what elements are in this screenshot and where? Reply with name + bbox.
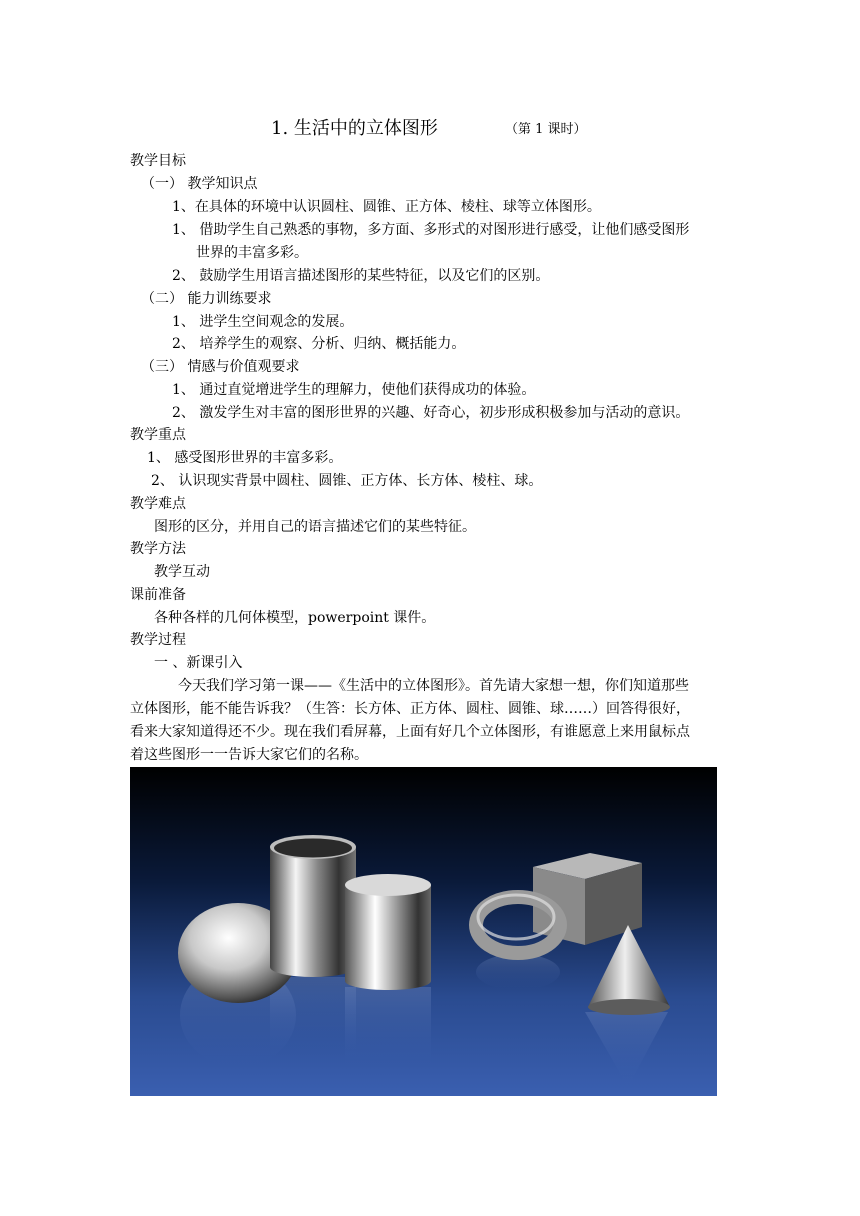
geometric-shapes-image bbox=[130, 767, 717, 1096]
cylinder-reflection bbox=[345, 987, 431, 1067]
subsection-knowledge: （一） 教学知识点 bbox=[141, 176, 258, 192]
section-heading-preparation: 课前准备 bbox=[130, 587, 186, 603]
process-paragraph-line-3: 看来大家知道得还不少。现在我们看屏幕，上面有好几个立体图形，有谁愿意上来用鼠标点 bbox=[130, 724, 690, 740]
preparation-text: 各种各样的几何体模型，powerpoint 课件。 bbox=[154, 610, 436, 626]
knowledge-item-2: 1、 借助学生自己熟悉的事物，多方面、多形式的对图形进行感受，让他们感受图形 bbox=[172, 222, 690, 238]
process-paragraph-line-1: 今天我们学习第一课——《生活中的立体图形》。首先请大家想一想，你们知道那些 bbox=[178, 678, 689, 694]
emotion-item-1: 1、 通过直觉增进学生的理解力，使他们获得成功的体验。 bbox=[172, 382, 536, 398]
section-heading-difficulties: 教学难点 bbox=[130, 496, 186, 512]
process-paragraph-line-2: 立体图形，能不能告诉我？（生答：长方体、正方体、圆柱、圆锥、球……）回答得很好， bbox=[130, 701, 690, 717]
method-text: 教学互动 bbox=[154, 564, 210, 580]
hollow-cylinder-reflection bbox=[270, 977, 356, 1057]
cylinder-body bbox=[345, 885, 431, 981]
subsection-emotion: （三） 情感与价值观要求 bbox=[141, 359, 300, 375]
section-heading-key-points: 教学重点 bbox=[130, 427, 186, 443]
hollow-cylinder-bottom bbox=[270, 957, 356, 977]
section-heading-method: 教学方法 bbox=[130, 541, 186, 557]
page-title: 1. 生活中的立体图形 bbox=[271, 118, 438, 139]
knowledge-item-3: 2、 鼓励学生用语言描述图形的某些特征，以及它们的区别。 bbox=[172, 268, 550, 284]
cone-base bbox=[588, 999, 670, 1015]
difficulties-text: 图形的区分，并用自己的语言描述它们的某些特征。 bbox=[154, 519, 476, 535]
key-point-1: 1、 感受图形世界的丰富多彩。 bbox=[147, 450, 343, 466]
process-paragraph-line-4: 着这些图形一一告诉大家它们的名称。 bbox=[130, 747, 368, 763]
section-heading-objectives: 教学目标 bbox=[130, 153, 186, 169]
emotion-item-2: 2、 激发学生对丰富的图形世界的兴趣、好奇心，初步形成积极参加与活动的意识。 bbox=[172, 405, 690, 421]
process-step-1: 一 、新课引入 bbox=[154, 655, 243, 671]
knowledge-item-1: 1、在具体的环境中认识圆柱、圆锥、正方体、棱柱、球等立体图形。 bbox=[172, 199, 601, 215]
ability-item-2: 2、 培养学生的观察、分析、归纳、概括能力。 bbox=[172, 336, 466, 352]
section-heading-process: 教学过程 bbox=[130, 632, 186, 648]
key-point-2: 2、 认识现实背景中圆柱、圆锥、正方体、长方体、棱柱、球。 bbox=[151, 473, 543, 489]
cylinder-bottom bbox=[345, 972, 431, 990]
knowledge-item-2-cont: 世界的丰富多彩。 bbox=[196, 245, 308, 261]
hollow-cylinder-opening bbox=[274, 839, 352, 858]
page-subtitle: （第 1 课时） bbox=[505, 122, 587, 137]
cylinder-top bbox=[345, 874, 431, 896]
ability-item-1: 1、 进学生空间观念的发展。 bbox=[172, 314, 354, 330]
subsection-ability: （二） 能力训练要求 bbox=[141, 291, 272, 307]
hollow-cylinder-body bbox=[270, 847, 356, 967]
